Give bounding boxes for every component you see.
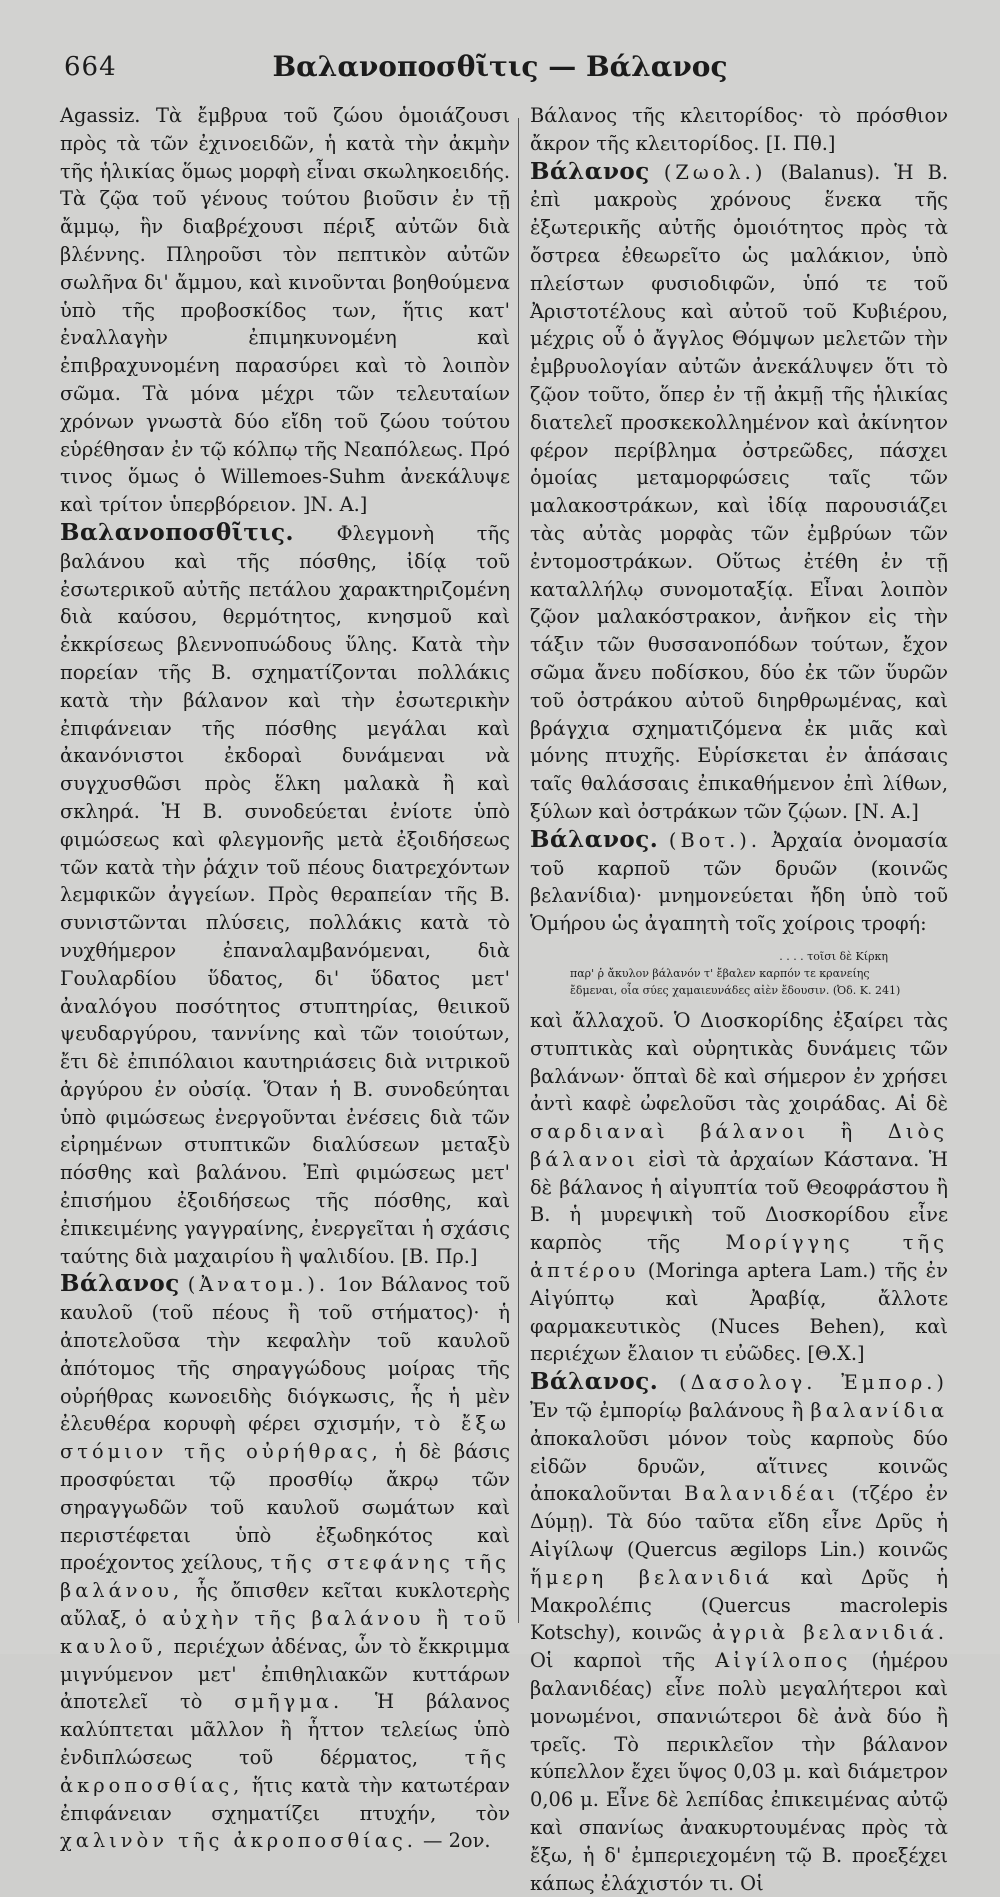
entry-text: Ἡ βάλανος καλύπτεται μᾶλλον ἢ ἧττον τελείως ὑπὸ ἐνδιπλώσεως τοῦ δέρματος, bbox=[60, 1690, 510, 1770]
spaced-term: τῆς ἀκροποσθίας, bbox=[60, 1746, 511, 1797]
spaced-term: ὁ αὐχὴν τῆς βαλάνου ἢ τοῦ καυλοῦ, bbox=[60, 1607, 510, 1658]
quote-line: ἔδμεναι, οἷα σύες χαμαιευνάδες αἰὲν ἔδουσιν. (Ὀδ. Κ. 241) bbox=[570, 983, 901, 997]
headword: Βάλανος bbox=[530, 157, 650, 185]
page-number: 664 bbox=[64, 52, 117, 82]
spaced-term: Βαλανιδέαι bbox=[684, 1482, 839, 1506]
entry-text: (τζέρο ἐν Δύμῃ). Τὰ δύο ταῦτα εἴδη εἶνε Δρῦς ἡ Αἰγίλωψ (Quercus ægilops Lin.) κοινῶς bbox=[530, 1482, 948, 1562]
spaced-term: τὸ ἔξω στόμιον τῆς οὐρήθρας, bbox=[60, 1412, 510, 1464]
entry-balanos-botany-cont bbox=[530, 1007, 948, 1368]
spaced-term: ἀγριὰ βελανιδιά. bbox=[712, 1621, 949, 1645]
subject-tag: (Βοτ.). bbox=[668, 828, 762, 852]
entry-balanos-anatomy bbox=[60, 1270, 510, 1855]
entry-text: (Balanus). Ἡ Β. ἐπὶ μακροὺς χρόνους ἕνεκα τῆς ἐξωτερικῆς αὐτῆς ὁμοιότητος πρὸς τὰ ὄστρεα ἐθεωρεῖτο ὡς μαλάκιον, ὑπὸ πλείστων φυσιοδιφῶν, ὑπό τε τοῦ Ἀριστοτέλους καὶ αὐτοῦ τοῦ Κυβιέρου, μέχρις οὗ ὁ ἄγγλος Θόμψων μελετῶν τὴν ἐμβρυολογίαν αὐτῶν ἀνεκάλυψεν ὅτι τὸ ζῷον τοῦτο, ὅπερ ἐν τῇ ἀκμῇ τῆς ἡλικίας διατελεῖ προσκεκολλημένον καὶ ἀκίνητον φέρον περίβλημα ὀστρεῶδες, πάσχει ὁμοίας μεταμορφώσεις ταῖς τῶν μαλακοστράκων, καὶ ἰδίᾳ παρουσιάζει τὰς αὐτὰς μορφὰς τῶν ἐμβρύων τῶν ἐντομοστράκων. Οὕτως ἐτέθη ἐν τῇ καταλλήλῳ συνομοταξίᾳ. Εἶναι λοιπὸν ζῷον μαλακόστρακον, ἀνῆκον εἰς τὴν τάξιν τῶν θυσσανοπόδων τούτων, ἔχον σῶμα ἄνευ ποδίσκου, δύο ἐκ τῶν ὕυρῶν τοῦ ὀστράκου αὐτοῦ διηρθρωμένας, καὶ βράγχια σχηματιζόμενα ἐκ μιᾶς καὶ μόνης πτυχῆς. Εὑρίσκεται ἐν ἁπάσαις ταῖς θαλάσσαις ἐπικαθήμενον ἐπὶ λίθων, ξύλων καὶ ὀστράκων τῶν ζῴων. [Ν. Α.] bbox=[530, 160, 948, 823]
right-column bbox=[530, 102, 948, 1897]
entry-balanos-zoology bbox=[530, 158, 948, 826]
entry-text: 1ον Βάλανος τοῦ καυλοῦ (τοῦ πέους ἢ τοῦ στήματος)· ἡ ἀποτελοῦσα τὴν κεφαλὴν τοῦ καυλοῦ ἀπότομος τῆς σηραγγώδους μοίρας τῆς οὐρήθρας κωνοειδὴς διόγκωσις, ἧς ἡ μὲν ἐλευθέρα κορυφὴ φέρει σχισμήν, bbox=[60, 1273, 510, 1436]
subject-tag: (Ἀνατομ.). bbox=[187, 1273, 330, 1297]
entry-text: Ἐν τῷ ἐμπορίῳ βαλάνους ἢ bbox=[530, 1399, 804, 1423]
entry-balanos-botany bbox=[530, 826, 948, 938]
entry-text: εἰσὶ τὰ ἀρχαίων Κάστανα. Ἡ δὲ βάλανος ἡ αἰγυπτία τοῦ Θεοφράστου ἢ Β. ἡ μυρεψικὴ τοῦ Διοσκορίδου εἶνε καρπὸς τῆς bbox=[530, 1147, 948, 1255]
homer-quotation bbox=[530, 948, 948, 999]
spaced-term: σαρδιαναὶ βάλανοι ἢ Διὸς βάλανοι bbox=[530, 1120, 948, 1171]
subject-tag: (Δασολογ. Ἐμπορ.) bbox=[679, 1371, 948, 1395]
headword: Βάλανος. bbox=[530, 825, 659, 853]
entry-text: ἀποκαλοῦσι μόνον τοὺς καρποὺς δύο εἰδῶν δρυῶν, αἵτινες κοινῶς ἀποκαλοῦνται bbox=[530, 1426, 948, 1506]
headword: Βάλανος bbox=[60, 1270, 180, 1298]
spaced-term: χαλινὸν τῆς ἀκροποσθίας. bbox=[60, 1829, 417, 1853]
entry-text: ἧς ὄπισθεν κεῖται κυκλοτερὴς αὔλαξ, bbox=[60, 1579, 510, 1631]
spaced-term: Αἰγίλοπος bbox=[715, 1649, 852, 1673]
entry-text: περιέχων ἀδένας, ὧν τὸ ἔκκριμμα μιγνύμενον μετ' ἐπιθηλιακῶν κυττάρων ἀποτελεῖ τὸ bbox=[60, 1634, 510, 1714]
spaced-term: τῆς στεφάνης τῆς βαλάνου, bbox=[60, 1551, 510, 1603]
running-title: Βαλανοποσθῖτις — Βάλανος bbox=[272, 50, 728, 83]
quote-line: . . . . τοῖσι δὲ Κίρκη bbox=[779, 949, 888, 963]
headword: Βαλανοποσθῖτις. bbox=[60, 518, 294, 546]
entry-continuation: Agassiz. Τὰ ἔμβρυα τοῦ ζώου ὁμοιάζουσι πρὸς τὰ τῶν ἐχινοειδῶν, ἡ κατὰ τὴν ἀκμὴν τῆς ἡλικίας ὅμως μορφὴ εἶναι σκωληκοειδής. Τὰ ζῷα τοῦ γένους τούτου βιοῦσιν ἐν τῇ ἄμμῳ, ἣν διαβρέχουσι πέριξ αὐτῶν διὰ βλέννης. Πληροῦσι τὸν πεπτικὸν αὐτῶν σωλῆνα δι' ἄμμου, καὶ κινοῦνται βοηθούμενα ὑπὸ τῆς προβοσκίδος των, ἥτις κατ' ἐναλλαγὴν ἐπιμηκυνομένη καὶ ἐπιβραχυνομένη παρασύρει καὶ τὸ λοιπὸν σῶμα. Τὰ μόνα μέχρι τῶν τελευταίων χρόνων γνωστὰ δύο εἴδη τοῦ ζώου τούτου εὑρέθησαν ἐν τῷ κόλπῳ τῆς Νεαπόλεως. Πρό τινος ὅμως ὁ Willemoes-Suhm ἀνεκάλυψε καὶ τρίτον ὑπερβόρειον. ]Ν. Α.] bbox=[60, 104, 510, 517]
entry-text: ἡ δὲ βάσις προσφύεται τῷ προσθίῳ ἄκρῳ τῶν σηραγγωδῶν τοῦ καυλοῦ σωμάτων καὶ περιστέφεται ὑπὸ ἐξωδηκότος καὶ προέχοντος χείλους, bbox=[60, 1440, 510, 1575]
entry-balanoposthitis bbox=[60, 519, 510, 1271]
subject-tag: (Ζωολ.) bbox=[663, 160, 767, 184]
spaced-term: ἥμερη βελανιδιά bbox=[530, 1565, 774, 1589]
spaced-term: σμῆγμα. bbox=[234, 1690, 344, 1714]
entry-text: (ἡμέρου βαλανιδέας) εἶνε πολὺ μεγαλήτεροι καὶ μονωμένοι, σπανιώτεροι δὲ ἀνὰ δύο ἢ τρεῖς. Τὸ περικλεῖον τὴν βάλανον κύπελλον ἔχει ὕψος 0,03 μ. καὶ διάμετρον 0,06 μ. Εἶνε δὲ λεπίδας ἐπικειμένας αὐτῷ καὶ σπανίως ἀνακυρτουμένας πρὸς τὰ ἔξω, ἡ δ' ἐμπεριεχομένη τῷ Β. προεξέχει κάπως ἐλάχιστόν τι. Οἱ bbox=[530, 1649, 949, 1895]
headword: Βάλανος. bbox=[530, 1368, 659, 1396]
entry-text: καὶ Δρῦς ἡ Μακρολέπις (Quercus macrolepis Kotschy), κοινῶς bbox=[530, 1565, 948, 1645]
entry-text: καὶ ἄλλαχοῦ. Ὁ Διοσκορίδης ἐξαίρει τὰς στυπτικὰς καὶ οὐρητικὰς δυνάμεις τῶν βαλάνων· ὅπταὶ δὲ καὶ σήμερον ἐν χρήσει ἀντὶ καφὲ ὠφελοῦσι τὰς χοιράδας. Αἱ δὲ bbox=[530, 1008, 948, 1116]
quote-line: παρ' ῥ ἄκυλον βάλανόν τ' ἔβαλεν καρπόν τε κρανείης bbox=[570, 966, 870, 980]
entry-text: — 2ον. bbox=[423, 1829, 491, 1853]
entry-text: (Moringa aptera Lam.) τῆς ἐν Αἰγύπτῳ καὶ Ἀραβίᾳ, ἄλλοτε φαρμακευτικὸς (Nuces Behen), καὶ περιέχων ἔλαιον τι εὐῶδες. [Θ.Χ.] bbox=[530, 1259, 948, 1366]
column-divider bbox=[518, 118, 519, 1623]
spaced-term: βαλανίδια bbox=[810, 1399, 948, 1423]
entry-text: Φλεγμονὴ τῆς βαλάνου καὶ τῆς πόσθης, ἰδίᾳ τοῦ ἐσωτερικοῦ αὐτῆς πετάλου χαρακτηριζομένη διὰ καύσου, θερμότητος, κνησμοῦ καὶ ἐκκρίσεως βλεννοπυώδους ὕλης. Κατὰ τὴν πορείαν τῆς Β. σχηματίζονται πολλάκις κατὰ τὴν βάλανον καὶ τὴν ἐσωτερικὴν ἐπιφάνειαν τῆς πόσθης μεγάλαι καὶ ἀκανόνιστοι ἐκδοραὶ δυνάμεναι νὰ συγχυσθῶσι πρὸς ἕλκη μαλακὰ ἢ καὶ σκληρά. Ἡ Β. συνοδεύεται ἐνίοτε ὑπὸ φιμώσεως καὶ φλεγμονῆς μετὰ ἐξοιδήσεως τῶν κατὰ τὴν ῥάχιν τοῦ πέους διατρεχόντων λεμφικῶν ἀγγείων. Πρὸς θεραπείαν τῆς Β. συνιστῶνται πλύσεις, πολλάκις κατὰ τὸ νυχθήμερον ἐπαναλαμβανόμεναι, διὰ Γουλαρδίου ὕδατος, δι' ὕδατος μετ' ἀναλόγου ποσότητος στυπτηρίας, θειικοῦ ψευδαργύρου, ταννίνης καὶ τῶν τοιούτων, ἔτι δὲ ἐπιπόλαιοι καυτηριάσεις διὰ νιτρικοῦ ἀργύρου ἐν οὐσίᾳ. Ὅταν ἡ Β. συνοδεύηται ὑπὸ φιμώσεως ἐνεργοῦνται ἐνέσεις διὰ τῶν εἰρημένων στυπτικῶν διαλύσεων μεταξὺ πόσθης καὶ βαλάνου. Ἐπὶ φιμώσεως μετ' ἐπισήμου ἐξοιδήσεως τῆς πόσθης, καὶ ἐπικειμένης γαγγραίνης, ἐνεργεῖται ἡ σχάσις ταύτης διὰ μαχαιρίου ἢ ψαλιδίου. [Β. Πρ.] bbox=[60, 521, 510, 1268]
entry-text: ἥτις κατὰ τὴν κατωτέραν ἐπιφάνειαν σχηματίζει πτυχήν, τὸν bbox=[60, 1773, 510, 1825]
entry-balanos-forestry bbox=[530, 1368, 948, 1897]
entry-text: Οἱ καρποὶ τῆς bbox=[530, 1649, 696, 1673]
left-column bbox=[60, 102, 510, 1855]
entry-text: Ἀρχαία ὀνομασία τοῦ καρποῦ τῶν δρυῶν (κοινῶς βελανίδια)· μνημονεύεται ἤδη ὑπὸ τοῦ Ὁμήρου ὡς ἀγαπητὴ τοῖς χοίροις τροφή: bbox=[530, 828, 949, 936]
page-header bbox=[50, 44, 950, 94]
entry-continuation: Βάλανος τῆς κλειτορίδος· τὸ πρόσθιον ἄκρον τῆς κλειτορίδος. [Ι. Πθ.] bbox=[530, 104, 948, 155]
spaced-term: Μορίγγης τῆς ἀπτέρου bbox=[530, 1231, 948, 1283]
